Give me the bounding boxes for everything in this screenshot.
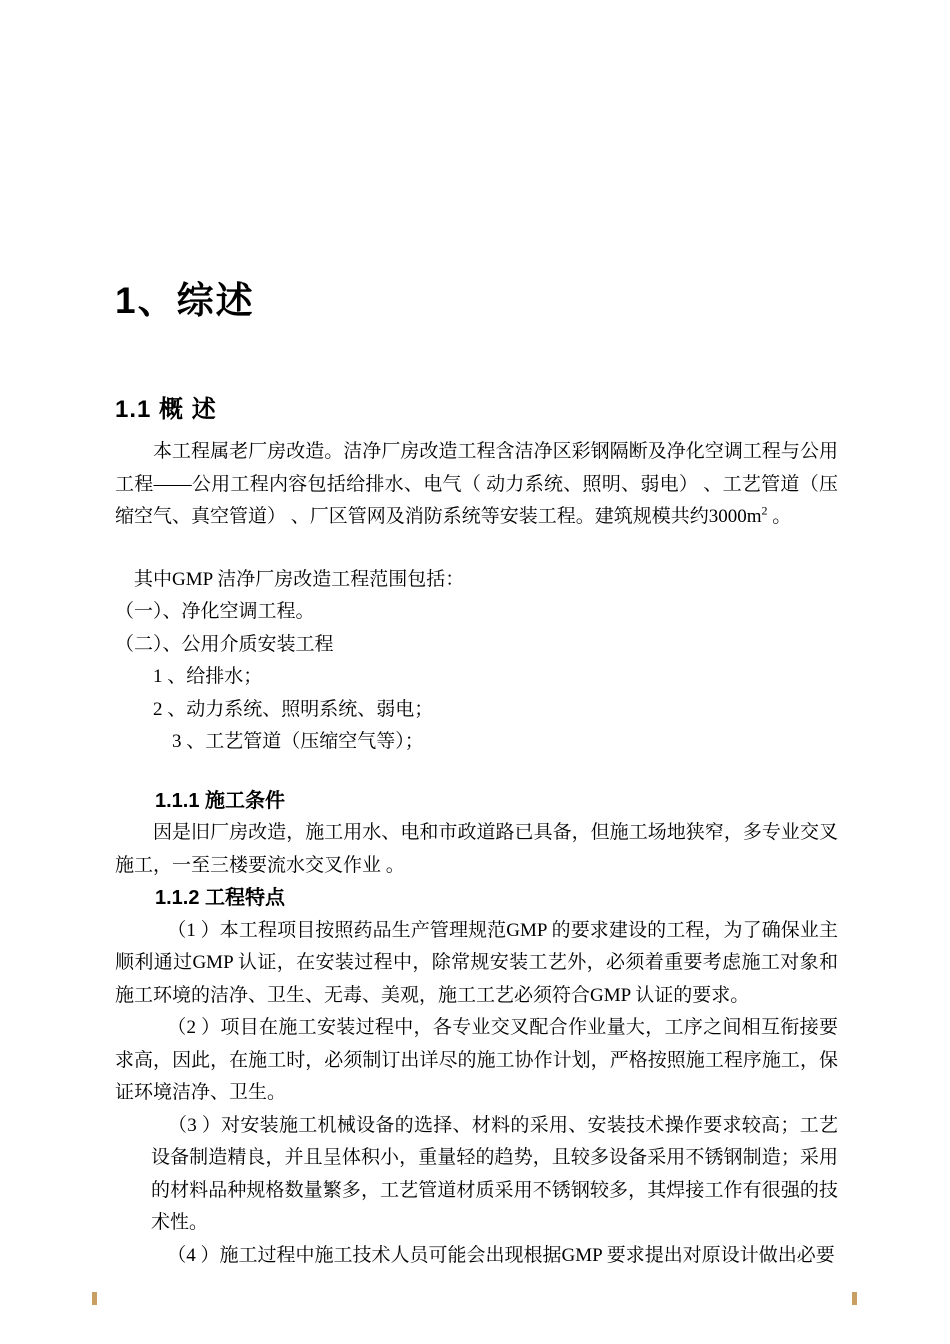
scope-intro: 其中GMP 洁净厂房改造工程范围包括： — [134, 568, 465, 590]
section-1-1-2-heading: 1.1.2 工程特点 — [155, 887, 286, 909]
scope-item-2: （二）、公用介质安装工程 — [115, 633, 334, 655]
overview-paragraph-end: 。 — [767, 506, 792, 527]
feature-paragraph-3: （3 ）对安装施工机械设备的选择、材料的采用、安装技术操作要求较高；工艺设备制造精良，并且呈体积小，重量轻的趋势，且较多设备采用不锈钢制造；采用的材料品种规格数量繁多，工艺管道材质采用不锈钢较多，其焊接工作有很强的技术性。 — [151, 1114, 838, 1233]
scope-item-4: 2 、动力系统、照明系统、弱电； — [153, 698, 434, 720]
feature-paragraph-2: （2 ）项目在施工安装过程中，各专业交叉配合作业量大，工序之间相互衔接要求高，因此，在施工时，必须制订出详尽的施工协作计划，严格按照施工程序施工，保证环境洁净、卫生。 — [115, 1017, 838, 1103]
document-content — [115, 280, 838, 1272]
feature-paragraph-1: （1 ）本工程项目按照药品生产管理规范GMP 的要求建设的工程，为了确保业主顺利通过GMP 认证，在安装过程中，除常规安装工艺外，必须着重要考虑施工对象和施工环境的洁净、卫生、无毒、美观，施工工艺必须符合GMP 认证的要求。 — [115, 919, 838, 1006]
construction-conditions-paragraph: 因是旧厂房改造，施工用水、电和市政道路已具备，但施工场地狭窄，多专业交叉施工，一至三楼要流水交叉作业 。 — [115, 822, 838, 876]
scope-item-3: 1 、给排水； — [153, 666, 263, 687]
feature-paragraph-4: （4 ）施工过程中施工技术人员可能会出现根据GMP 要求提出对原设计做出必要 — [167, 1244, 835, 1266]
page-margin-marker-left — [92, 1292, 97, 1305]
blank-line — [115, 534, 838, 564]
section-1-1-heading: 1.1 概 述 — [115, 396, 217, 423]
overview-paragraph-text: 本工程属老厂房改造。洁净厂房改造工程含洁净区彩钢隔断及净化空调工程与公用工程——公用工程内容包括给排水、电气（ 动力系统、照明、弱电） 、工艺管道（压缩空气、真空管道） 、厂区管网及消防系统等安装工程。建筑规模共约3000m — [115, 441, 838, 527]
square-meter-superscript: 2 — [761, 503, 768, 518]
page-margin-marker-right — [852, 1292, 857, 1305]
chapter-title: 1、综述 — [115, 280, 255, 321]
section-1-1-1-heading: 1.1.1 施工条件 — [155, 789, 286, 812]
scope-item-5: 3 、工艺管道（压缩空气等）； — [172, 731, 424, 752]
overview-paragraph — [115, 436, 838, 534]
scope-item-1: （一）、净化空调工程。 — [115, 601, 315, 622]
